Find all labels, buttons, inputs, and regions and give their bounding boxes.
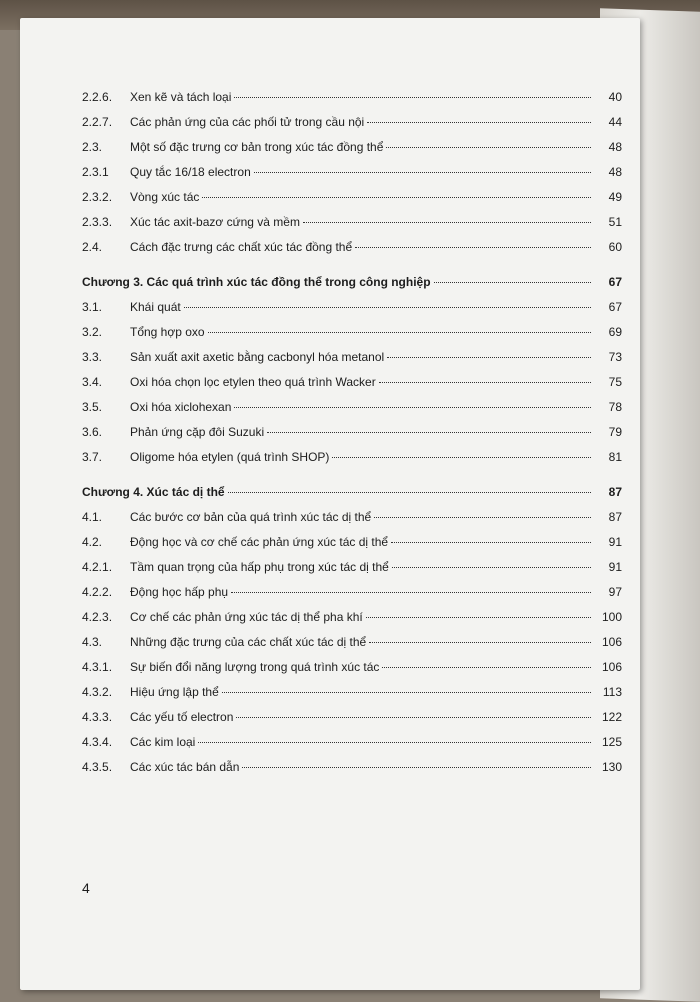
toc-entry-page: 67 xyxy=(608,275,622,289)
dot-leader xyxy=(374,517,591,518)
toc-entry xyxy=(82,190,622,215)
toc-entry-page: 100 xyxy=(601,610,622,624)
toc-entry-page: 106 xyxy=(601,635,622,649)
dot-leader xyxy=(184,307,591,308)
dot-leader xyxy=(386,147,591,148)
toc-entry-number: 4.2.1. xyxy=(82,560,113,574)
toc-entry-title: Hiệu ứng lập thể xyxy=(130,685,219,699)
toc-entry-number: 4.3. xyxy=(82,635,103,649)
dot-leader xyxy=(332,457,591,458)
toc-entry-page: 122 xyxy=(601,710,622,724)
dot-leader xyxy=(231,592,591,593)
toc-entry-page: 97 xyxy=(608,585,622,599)
dot-leader xyxy=(355,247,591,248)
toc-entry-number: 4.3.5. xyxy=(82,760,113,774)
dot-leader xyxy=(236,717,591,718)
toc-entry xyxy=(82,240,622,265)
toc-entry-title: Cách đặc trưng các chất xúc tác đồng thể xyxy=(130,240,353,254)
toc-entry xyxy=(82,350,622,375)
dot-leader xyxy=(254,172,591,173)
toc-entry-page: 75 xyxy=(608,375,622,389)
toc-entry-page: 87 xyxy=(608,510,622,524)
toc-entry xyxy=(82,610,622,635)
toc-entry-page: 67 xyxy=(608,300,622,314)
toc-entry-title: Oxi hóa chọn lọc etylen theo quá trình Wacker xyxy=(130,375,376,389)
toc-entry xyxy=(82,585,622,610)
toc-entry-title: Một số đặc trưng cơ bản trong xúc tác đồng thể xyxy=(130,140,384,154)
toc-entry-title: Oxi hóa xiclohexan xyxy=(130,400,232,414)
toc-entry-page: 51 xyxy=(608,215,622,229)
dot-leader xyxy=(202,197,591,198)
toc-entry-page: 48 xyxy=(608,165,622,179)
toc-entry-title: Chương 3. Các quá trình xúc tác đồng thể trong công nghiệp xyxy=(82,275,431,289)
toc-entry-page: 40 xyxy=(608,90,622,104)
table-of-contents xyxy=(82,90,622,785)
toc-entry-page: 113 xyxy=(602,685,622,699)
toc-entry-number: 2.2.7. xyxy=(82,115,113,129)
dot-leader xyxy=(391,542,591,543)
toc-entry-page: 91 xyxy=(608,535,622,549)
toc-entry-title: Khái quát xyxy=(130,300,181,314)
dot-leader xyxy=(379,382,591,383)
toc-entry-page: 130 xyxy=(601,760,622,774)
dot-leader xyxy=(198,742,591,743)
toc-entry-page: 73 xyxy=(608,350,622,364)
toc-entry xyxy=(82,115,622,140)
toc-entry xyxy=(82,300,622,325)
toc-entry-title: Các phản ứng của các phối tử trong cầu nội xyxy=(130,115,365,129)
toc-entry-title: Oligome hóa etylen (quá trình SHOP) xyxy=(130,450,330,464)
dot-leader xyxy=(228,492,591,493)
toc-entry xyxy=(82,710,622,735)
toc-entry-page: 79 xyxy=(608,425,622,439)
toc-entry xyxy=(82,660,622,685)
dot-leader xyxy=(242,767,591,768)
toc-entry-number: 2.2.6. xyxy=(82,90,113,104)
toc-entry xyxy=(82,90,622,115)
toc-entry xyxy=(82,140,622,165)
toc-entry-page: 44 xyxy=(608,115,622,129)
dot-leader xyxy=(303,222,591,223)
dot-leader xyxy=(387,357,591,358)
toc-entry-number: 4.1. xyxy=(82,510,103,524)
toc-entry xyxy=(82,760,622,785)
toc-entry-page: 81 xyxy=(608,450,622,464)
toc-entry-page: 87 xyxy=(608,485,622,499)
toc-entry xyxy=(82,375,622,400)
toc-entry-title: Sản xuất axit axetic bằng cacbonyl hóa metanol xyxy=(130,350,385,364)
toc-chapter-heading xyxy=(82,485,622,510)
dot-leader xyxy=(369,642,591,643)
toc-entry-number: 3.7. xyxy=(82,450,103,464)
toc-entry-number: 2.3.1 xyxy=(82,165,109,179)
toc-entry-number: 3.5. xyxy=(82,400,103,414)
toc-entry-number: 4.2.2. xyxy=(82,585,113,599)
dot-leader xyxy=(222,692,591,693)
page-number: 4 xyxy=(82,880,90,896)
toc-entry-number: 3.3. xyxy=(82,350,103,364)
toc-entry-title: Xúc tác axit-bazơ cứng và mềm xyxy=(130,215,300,229)
toc-entry-number: 4.3.2. xyxy=(82,685,113,699)
toc-entry xyxy=(82,685,622,710)
toc-entry-number: 2.4. xyxy=(82,240,103,254)
toc-entry-number: 3.1. xyxy=(82,300,103,314)
toc-entry-number: 3.6. xyxy=(82,425,103,439)
toc-entry-title: Xen kẽ và tách loại xyxy=(130,90,232,104)
toc-entry xyxy=(82,425,622,450)
toc-entry-title: Tầm quan trọng của hấp phụ trong xúc tác dị thể xyxy=(130,560,389,574)
toc-entry-page: 48 xyxy=(608,140,622,154)
toc-entry xyxy=(82,560,622,585)
toc-entry-number: 4.2. xyxy=(82,535,103,549)
dot-leader xyxy=(234,407,591,408)
book-page xyxy=(20,18,640,990)
toc-entry-page: 49 xyxy=(608,190,622,204)
dot-leader xyxy=(382,667,591,668)
toc-entry-number: 4.3.4. xyxy=(82,735,113,749)
dot-leader xyxy=(367,122,591,123)
dot-leader xyxy=(267,432,591,433)
toc-entry xyxy=(82,165,622,190)
toc-entry-title: Các xúc tác bán dẫn xyxy=(130,760,240,774)
dot-leader xyxy=(208,332,591,333)
toc-entry-page: 60 xyxy=(608,240,622,254)
toc-entry-title: Các kim loại xyxy=(130,735,196,749)
toc-entry-number: 2.3.2. xyxy=(82,190,113,204)
toc-entry-page: 78 xyxy=(608,400,622,414)
toc-entry-title: Các yếu tố electron xyxy=(130,710,234,724)
toc-entry-number: 4.3.1. xyxy=(82,660,113,674)
toc-entry-page: 91 xyxy=(608,560,622,574)
toc-entry-title: Động học và cơ chế các phản ứng xúc tác dị thể xyxy=(130,535,389,549)
toc-entry xyxy=(82,215,622,240)
toc-chapter-heading xyxy=(82,275,622,300)
toc-entry xyxy=(82,635,622,660)
toc-entry-title: Phản ứng cặp đôi Suzuki xyxy=(130,425,265,439)
toc-entry-title: Cơ chế các phản ứng xúc tác dị thể pha khí xyxy=(130,610,363,624)
toc-entry-title: Tổng hợp oxo xyxy=(130,325,205,339)
toc-entry xyxy=(82,535,622,560)
toc-entry-title: Động học hấp phụ xyxy=(130,585,229,599)
toc-entry-title: Chương 4. Xúc tác dị thể xyxy=(82,485,225,499)
toc-entry-number: 2.3. xyxy=(82,140,103,154)
toc-entry-number: 3.4. xyxy=(82,375,103,389)
dot-leader xyxy=(366,617,591,618)
toc-entry xyxy=(82,325,622,350)
toc-entry-number: 3.2. xyxy=(82,325,103,339)
toc-entry xyxy=(82,400,622,425)
dot-leader xyxy=(234,97,591,98)
toc-entry xyxy=(82,510,622,535)
toc-entry-title: Vòng xúc tác xyxy=(130,190,200,204)
toc-entry xyxy=(82,450,622,475)
toc-entry-title: Những đặc trưng của các chất xúc tác dị thể xyxy=(130,635,367,649)
toc-entry-title: Các bước cơ bản của quá trình xúc tác dị thể xyxy=(130,510,372,524)
toc-entry xyxy=(82,735,622,760)
dot-leader xyxy=(434,282,591,283)
dot-leader xyxy=(392,567,591,568)
toc-entry-title: Sự biến đổi năng lượng trong quá trình xúc tác xyxy=(130,660,380,674)
toc-entry-page: 69 xyxy=(608,325,622,339)
toc-entry-page: 125 xyxy=(601,735,622,749)
toc-entry-number: 4.2.3. xyxy=(82,610,113,624)
toc-entry-page: 106 xyxy=(601,660,622,674)
toc-entry-number: 2.3.3. xyxy=(82,215,113,229)
toc-entry-title: Quy tắc 16/18 electron xyxy=(130,165,251,179)
toc-entry-number: 4.3.3. xyxy=(82,710,113,724)
